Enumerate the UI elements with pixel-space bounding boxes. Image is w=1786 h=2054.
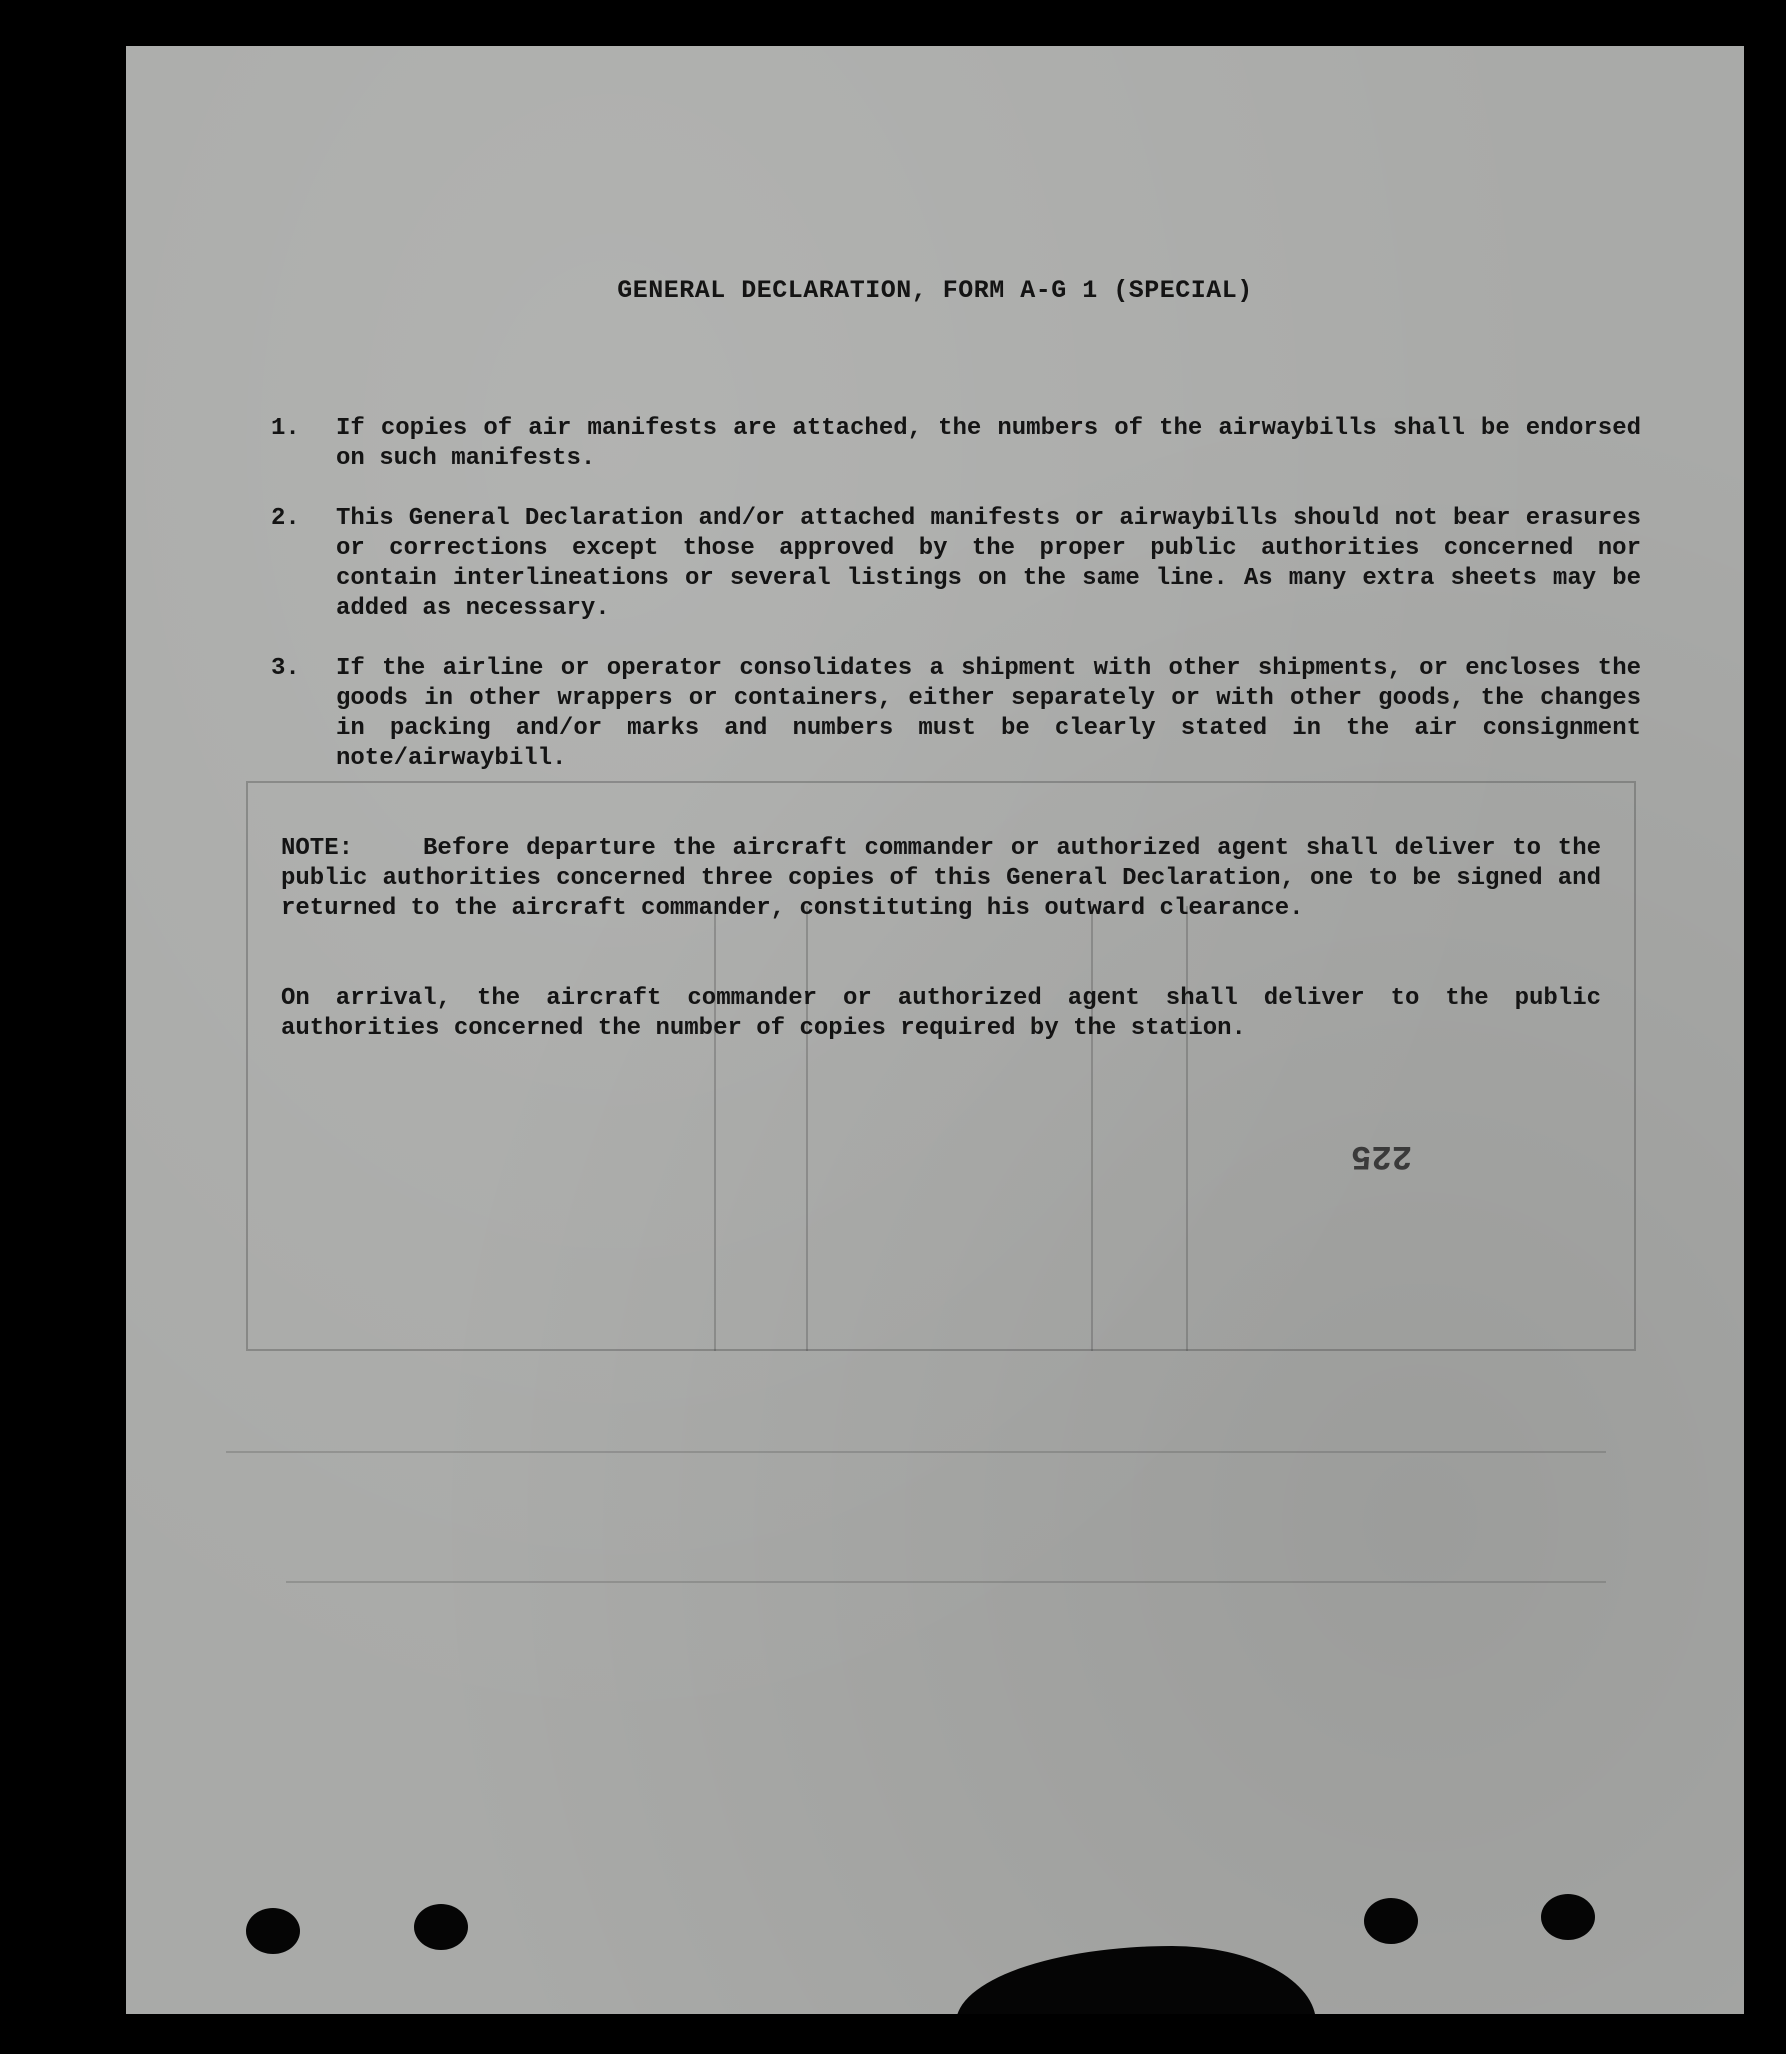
show-through-rule [226, 1451, 1606, 1453]
show-through-column-line [1091, 906, 1093, 1351]
list-item [271, 654, 1641, 774]
punch-hole [1364, 1898, 1418, 1944]
item-text: If copies of air manifests are attached, the numbers of the airwaybills shall be endorsed on such manifests. [336, 415, 1641, 472]
note-label: NOTE: [281, 835, 354, 862]
item-number: 2. [271, 505, 300, 532]
torn-edge [956, 1946, 1316, 2014]
paper-sheet [126, 46, 1744, 2014]
show-through-rule [286, 1581, 1606, 1583]
item-text: If the airline or operator consolidates a shipment with other shipments, or encloses the goods in other wrappers or containers, either separately or with other goods, the changes in packing and/or marks and numbers must be clearly stated in the air consignment note/airwaybill. [336, 655, 1641, 772]
item-number: 1. [271, 415, 300, 442]
stamp-number: 225 [1351, 1136, 1413, 1174]
show-through-column-line [806, 906, 808, 1351]
item-number: 3. [271, 655, 300, 682]
list-item [271, 414, 1641, 474]
list-item [271, 504, 1641, 624]
note-text: Before departure the aircraft commander or authorized agent shall deliver to the public authorities concerned three copies of this General Declaration, one to be signed and returned to the aircraft commander, constituting his outward clearance. [281, 835, 1601, 922]
arrival-paragraph: On arrival, the aircraft commander or authorized agent shall deliver to the public authorities concerned the number of copies required by the station. [281, 985, 1601, 1042]
punch-hole [1541, 1894, 1595, 1940]
document-title: GENERAL DECLARATION, FORM A-G 1 (SPECIAL) [617, 276, 1253, 305]
item-text: This General Declaration and/or attached manifests or airwaybills should not bear erasures or corrections except those approved by the proper public authorities concerned nor contain interlineations or several listings on the same line. As many extra sheets may be added as necessary. [336, 505, 1641, 622]
punch-hole [246, 1908, 300, 1954]
punch-hole [414, 1904, 468, 1950]
note-paragraph [281, 834, 1601, 924]
show-through-column-line [714, 906, 716, 1351]
show-through-column-line [1186, 906, 1188, 1351]
